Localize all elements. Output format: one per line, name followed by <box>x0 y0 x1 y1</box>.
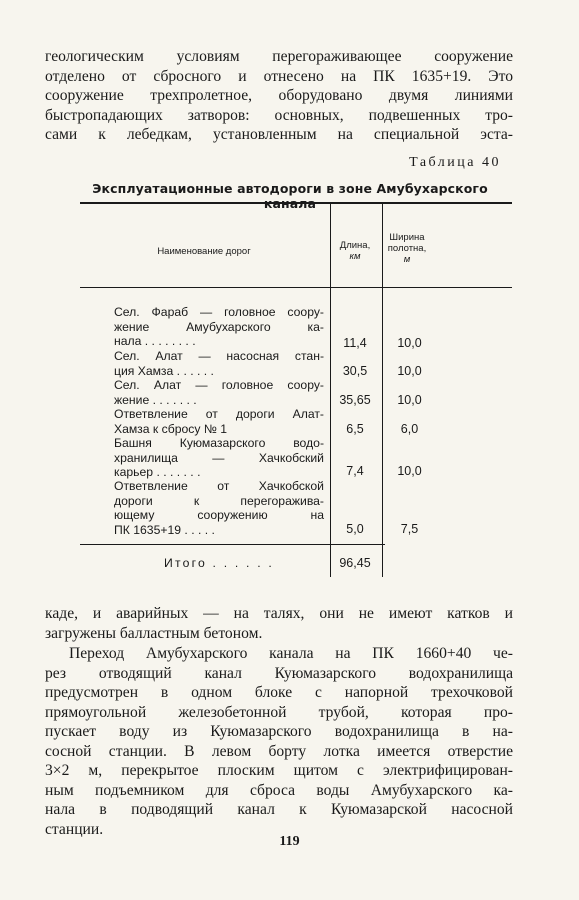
row-line: Ответвление от дороги Алат- <box>114 407 324 421</box>
text-line: быстропадающих затворов: основных, подвешенных тро- <box>45 106 513 124</box>
table-row-name <box>114 305 324 349</box>
page-number: 119 <box>279 834 300 849</box>
text-line: предусмотрен в одном блоке с напорной трехочковой <box>45 684 513 701</box>
text-line: загружены балластным бетоном. <box>45 624 263 642</box>
row-line: хранилища — Хачкобский <box>114 450 324 465</box>
text-line: сосной станции. В левом борту лотка имеется отверстие <box>45 742 513 760</box>
total-label: Итого . . . . . . <box>164 556 274 570</box>
row-line: Башня Куюмазарского водо- <box>114 436 324 450</box>
total-top-rule <box>80 544 385 545</box>
row-width: 7,5 <box>400 522 419 536</box>
paragraph-middle <box>45 604 513 643</box>
row-line: ющему сооружению на <box>114 508 324 522</box>
row-line: Сел. Алат — головное соору- <box>114 378 324 392</box>
header-length-text: Длина, <box>339 240 371 251</box>
row-length: 11,4 <box>343 336 367 350</box>
roads-table <box>80 202 512 577</box>
header-width-text: полотна, <box>387 243 427 254</box>
text-line: сооружение трехпролетное, оборудовано двумя линиями <box>45 87 513 104</box>
header-bottom-rule <box>80 287 512 288</box>
paragraph-top <box>45 47 513 145</box>
header-road-name: Наименование дорог <box>157 246 251 257</box>
row-line: жение Амубухарского ка- <box>114 319 324 334</box>
text-line: отделено от сбросного и отнесено на ПК 1635+19. Это <box>45 67 513 85</box>
table-row-name <box>114 479 324 537</box>
header-width <box>382 232 432 265</box>
row-width: 10,0 <box>397 464 422 478</box>
row-width: 6,0 <box>400 422 419 436</box>
text-line: нала в подводящий канал к Куюмазарской насосной <box>45 801 513 818</box>
row-line: Ответвление от Хачкобской <box>114 479 324 493</box>
row-line: Сел. Фараб — головное соору- <box>114 305 324 319</box>
text-line: сами к лебедкам, установленным на специальной эста- <box>45 126 513 143</box>
text-line: пускает воду из Куюмазарского водохранилища в на- <box>45 723 513 740</box>
text-line: ным подъемником для сброса воды Амубухарского ка- <box>45 781 513 799</box>
paragraph-bottom <box>45 644 513 839</box>
row-line: жение . . . . . . . <box>114 392 197 407</box>
row-line: Сел. Алат — насосная стан- <box>114 349 324 363</box>
table-top-rule <box>80 202 512 204</box>
row-line: Хамза к сбросу № 1 <box>114 421 228 436</box>
row-line: ПК 1635+19 . . . . . <box>114 522 215 537</box>
table-title: Эксплуатационные автодороги в зоне Амубухарского <box>92 181 488 196</box>
row-line: дороги к перегоражива- <box>114 493 324 508</box>
text-line: 3×2 м, перекрытое плоским щитом с электрифицирован- <box>45 762 513 779</box>
text-line: Переход Амубухарского канала на ПК 1660+40 че- <box>69 645 513 662</box>
row-width: 10,0 <box>397 393 422 407</box>
text-line: прямоугольной железобетонной трубой, которая про- <box>45 703 513 721</box>
text-line: станции. <box>45 820 104 838</box>
total-length: 96,45 <box>339 556 371 570</box>
table-row-name <box>114 378 324 407</box>
table-row-name <box>114 349 324 378</box>
row-line: нала . . . . . . . . <box>114 334 196 348</box>
row-length: 35,65 <box>339 393 371 407</box>
row-width: 10,0 <box>397 336 422 350</box>
text-line: каде, и аварийных — на талях, они не имеют катков и <box>45 605 513 622</box>
row-line: ция Хамза . . . . . . <box>114 363 214 378</box>
header-length-unit: км <box>349 251 361 262</box>
text-line: геологическим условиям перегораживающее сооружение <box>45 48 513 65</box>
text-line: рез отводящий канал Куюмазарского водохранилища <box>45 664 513 682</box>
row-width: 10,0 <box>397 364 422 378</box>
table-caption: Таблица 40 <box>409 155 501 170</box>
row-line: карьер . . . . . . . <box>114 465 201 479</box>
row-length: 7,4 <box>346 464 364 478</box>
table-row-name <box>114 407 324 436</box>
row-length: 5,0 <box>346 522 364 536</box>
table-row-name <box>114 436 324 480</box>
header-width-text: Ширина <box>389 232 425 243</box>
header-length <box>330 240 380 262</box>
row-length: 6,5 <box>346 422 364 436</box>
header-width-unit: м <box>403 254 411 265</box>
row-length: 30,5 <box>342 364 368 378</box>
